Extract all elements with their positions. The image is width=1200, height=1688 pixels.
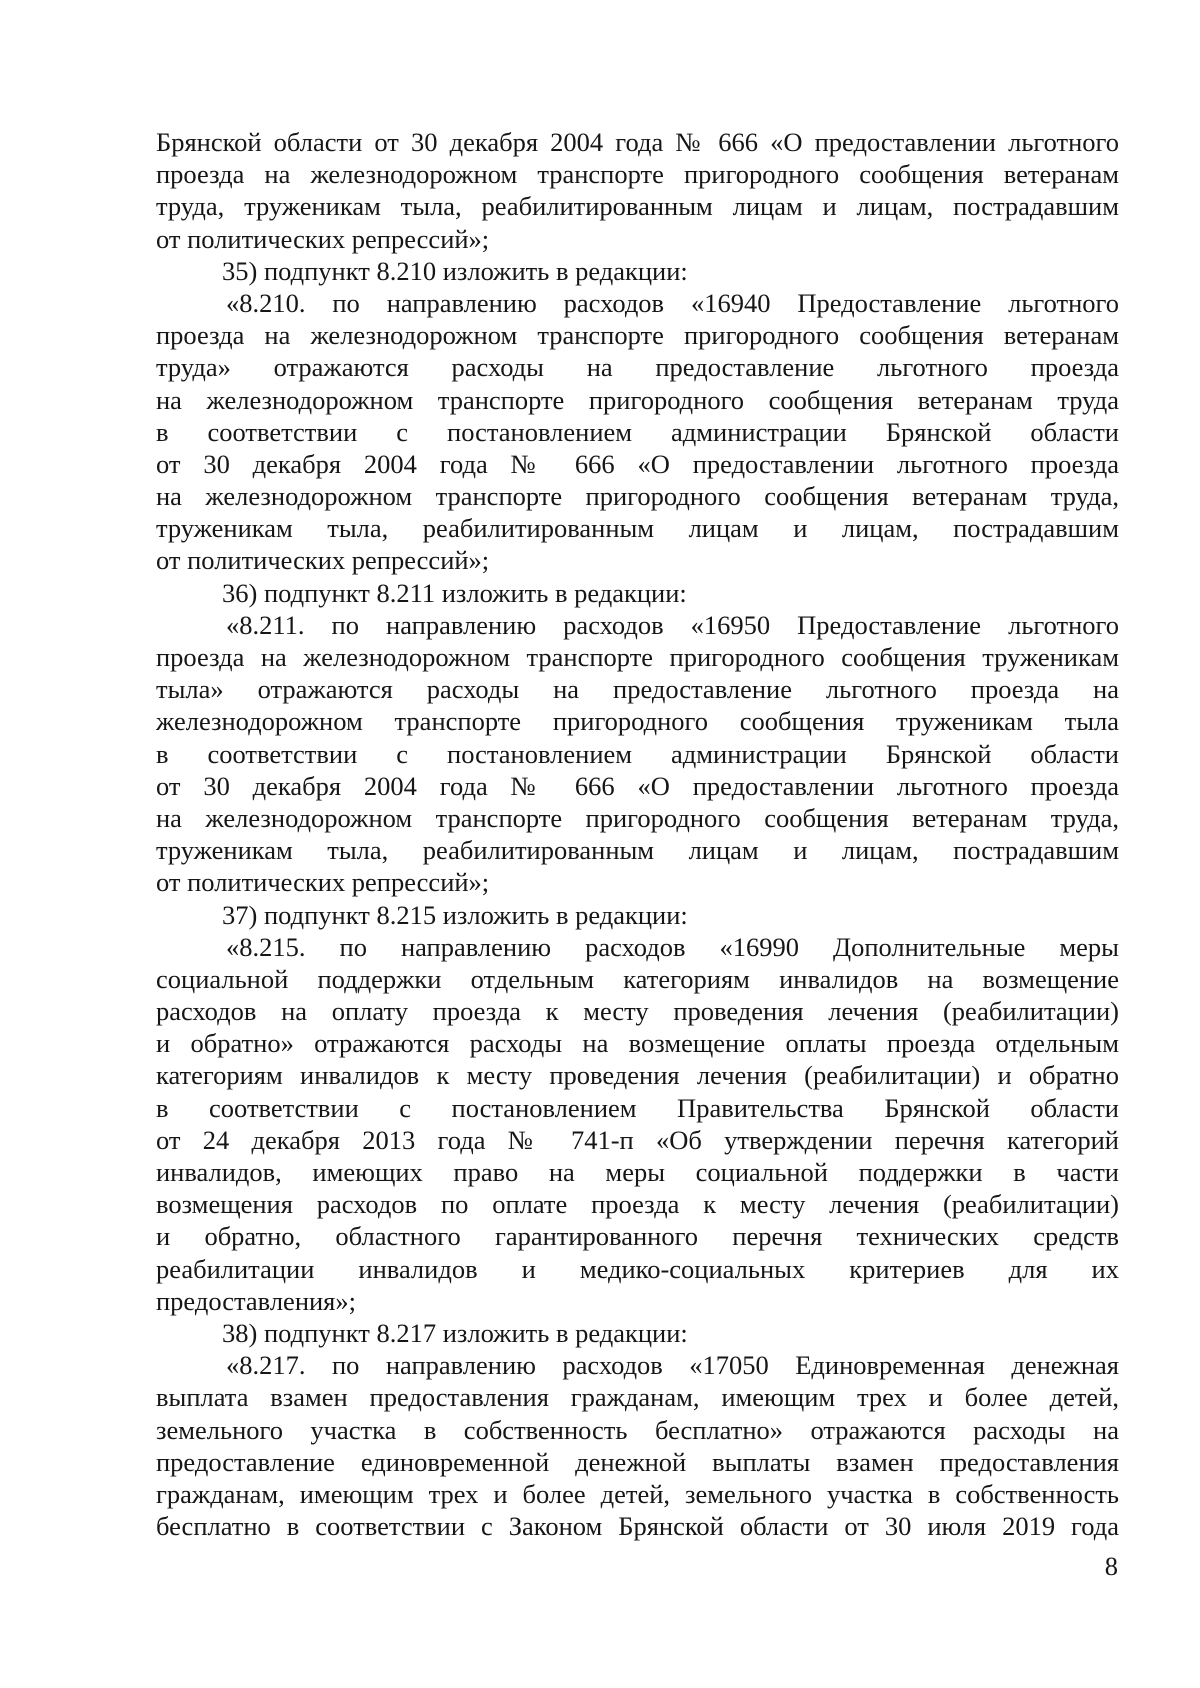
text-line: предоставления»; <box>156 1285 356 1316</box>
text-line: 35) подпункт 8.210 изложить в редакции: <box>222 255 688 286</box>
text-line: инвалидов, имеющих право на меры социальной поддержки в части <box>156 1157 1119 1187</box>
text-line: и обратно, областного гарантированного перечня технических средств <box>156 1221 1119 1252</box>
text-line: железнодорожном транспорте пригородного сообщения труженикам тыла <box>156 706 1119 737</box>
text-line: 36) подпункт 8.211 изложить в редакции: <box>222 577 687 608</box>
text-line: проезда на железнодорожном транспорте пригородного сообщения труженикам <box>156 642 1119 672</box>
text-line: труженикам тыла, реабилитированным лицам и лицам, пострадавшим <box>156 513 1119 544</box>
text-line: предоставление единовременной денежной выплаты взамен предоставления <box>156 1446 1119 1477</box>
text-line: Брянской области от 30 декабря 2004 года № 666 «О предоставлении льготного <box>156 127 1119 157</box>
text-line: выплата взамен предоставления гражданам, имеющим трех и более детей, <box>156 1382 1119 1413</box>
text-line: «8.211. по направлению расходов «16950 Предоставление льготного <box>226 609 1119 640</box>
text-line: социальной поддержки отдельным категориям инвалидов на возмещение <box>156 963 1119 994</box>
page-number: 8 <box>1104 1551 1118 1581</box>
text-line: на железнодорожном транспорте пригородного сообщения ветеранам труда, <box>156 481 1119 512</box>
text-line: от 24 декабря 2013 года № 741-п «Об утверждении перечня категорий <box>156 1124 1119 1155</box>
text-line: реабилитации инвалидов и медико-социальных критериев для их <box>156 1253 1119 1284</box>
text-line: от политических репрессий»; <box>156 545 490 576</box>
text-line: в соответствии с постановлением администрации Брянской области <box>156 416 1119 447</box>
text-line: проезда на железнодорожном транспорте пригородного сообщения ветеранам <box>156 159 1119 190</box>
text-line: от 30 декабря 2004 года № 666 «О предоставлении льготного проезда <box>156 448 1119 479</box>
text-line: на железнодорожном транспорте пригородного сообщения ветеранам труда <box>156 384 1119 415</box>
text-line: гражданам, имеющим трех и более детей, земельного участка в собственность <box>156 1478 1119 1509</box>
text-line: от политических репрессий»; <box>156 223 490 254</box>
text-line: в соответствии с постановлением администрации Брянской области <box>156 738 1119 769</box>
text-line: и обратно» отражаются расходы на возмещение оплаты проезда отдельным <box>156 1028 1119 1059</box>
text-line: земельного участка в собственность бесплатно» отражаются расходы на <box>156 1414 1119 1445</box>
text-line: категориям инвалидов к месту проведения лечения (реабилитации) и обратно <box>156 1060 1119 1091</box>
text-line: в соответствии с постановлением Правительства Брянской области <box>156 1092 1119 1123</box>
text-line: 37) подпункт 8.215 изложить в редакции: <box>222 899 688 930</box>
text-line: на железнодорожном транспорте пригородного сообщения ветеранам труда, <box>156 802 1119 833</box>
text-line: от политических репрессий»; <box>156 867 490 898</box>
text-line: бесплатно в соответствии с Законом Брянской области от 30 июля 2019 года <box>156 1511 1119 1542</box>
text-line: труда» отражаются расходы на предоставление льготного проезда <box>156 352 1119 383</box>
text-line: 38) подпункт 8.217 изложить в редакции: <box>222 1317 688 1348</box>
text-line: «8.210. по направлению расходов «16940 Предоставление льготного <box>226 287 1119 318</box>
text-line: от 30 декабря 2004 года № 666 «О предоставлении льготного проезда <box>156 770 1119 801</box>
text-line: «8.215. по направлению расходов «16990 Дополнительные меры <box>226 931 1119 962</box>
document-body-text <box>156 126 1119 1542</box>
text-line: труда, труженикам тыла, реабилитированным лицам и лицам, пострадавшим <box>156 191 1119 222</box>
text-line: «8.217. по направлению расходов «17050 Единовременная денежная <box>226 1350 1119 1381</box>
text-line: проезда на железнодорожном транспорте пригородного сообщения ветеранам <box>156 320 1119 351</box>
text-line: расходов на оплату проезда к месту проведения лечения (реабилитации) <box>156 996 1119 1027</box>
text-line: труженикам тыла, реабилитированным лицам и лицам, пострадавшим <box>156 835 1119 866</box>
text-line: возмещения расходов по оплате проезда к месту лечения (реабилитации) <box>156 1189 1119 1220</box>
text-line: тыла» отражаются расходы на предоставление льготного проезда на <box>156 674 1119 705</box>
